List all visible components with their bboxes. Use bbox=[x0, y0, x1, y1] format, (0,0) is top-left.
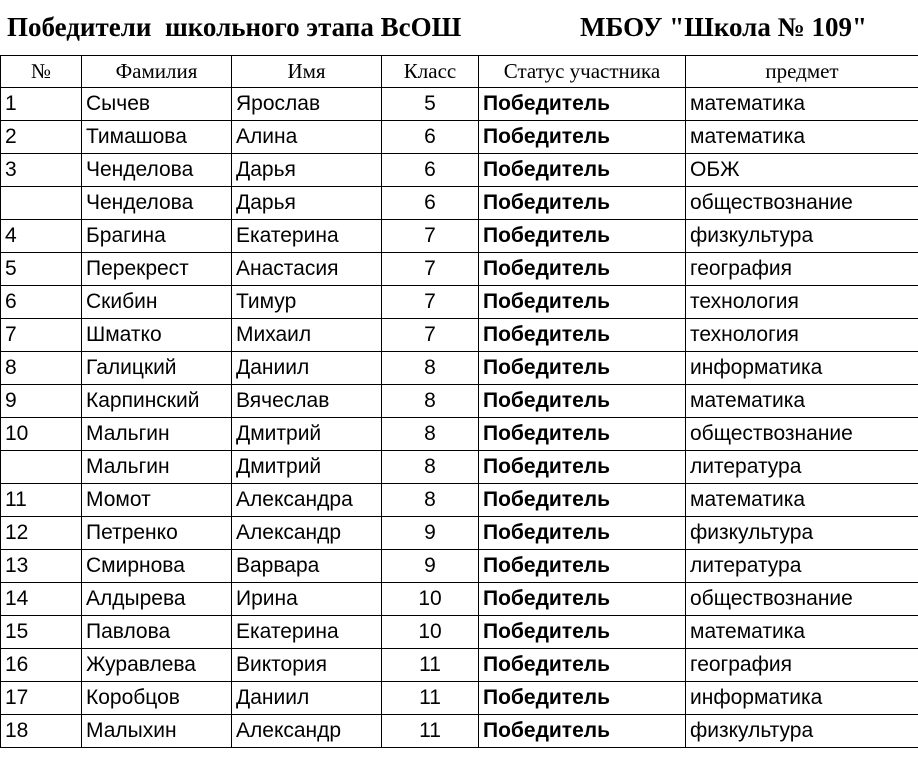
cell-surname: Сычев bbox=[82, 88, 232, 121]
header-number: № bbox=[1, 56, 82, 88]
cell-number: 10 bbox=[1, 418, 82, 451]
cell-grade: 10 bbox=[382, 583, 479, 616]
cell-surname: Коробцов bbox=[82, 682, 232, 715]
table-row bbox=[1, 451, 918, 484]
cell-surname: Журавлева bbox=[82, 649, 232, 682]
cell-status: Победитель bbox=[479, 286, 686, 319]
table-row bbox=[1, 220, 918, 253]
cell-surname: Момот bbox=[82, 484, 232, 517]
cell-grade: 9 bbox=[382, 517, 479, 550]
cell-surname: Мальгин bbox=[82, 451, 232, 484]
cell-surname: Павлова bbox=[82, 616, 232, 649]
cell-surname: Мальгин bbox=[82, 418, 232, 451]
cell-status: Победитель bbox=[479, 187, 686, 220]
cell-grade: 11 bbox=[382, 682, 479, 715]
cell-number: 5 bbox=[1, 253, 82, 286]
cell-grade: 7 bbox=[382, 220, 479, 253]
cell-number: 1 bbox=[1, 88, 82, 121]
cell-subject: ОБЖ bbox=[686, 154, 918, 187]
cell-subject: обществознание bbox=[686, 418, 918, 451]
cell-status: Победитель bbox=[479, 220, 686, 253]
table-row bbox=[1, 88, 918, 121]
cell-subject: математика bbox=[686, 484, 918, 517]
cell-status: Победитель bbox=[479, 451, 686, 484]
table-row bbox=[1, 352, 918, 385]
cell-name: Ярослав bbox=[232, 88, 382, 121]
table-row bbox=[1, 517, 918, 550]
cell-name: Дарья bbox=[232, 187, 382, 220]
cell-name: Александр bbox=[232, 715, 382, 748]
header-row bbox=[1, 56, 918, 88]
cell-grade: 8 bbox=[382, 418, 479, 451]
cell-subject: обществознание bbox=[686, 187, 918, 220]
cell-name: Михаил bbox=[232, 319, 382, 352]
cell-status: Победитель bbox=[479, 616, 686, 649]
table-row bbox=[1, 418, 918, 451]
cell-surname: Карпинский bbox=[82, 385, 232, 418]
cell-number: 11 bbox=[1, 484, 82, 517]
cell-name: Анастасия bbox=[232, 253, 382, 286]
cell-subject: литература bbox=[686, 451, 918, 484]
cell-number: 8 bbox=[1, 352, 82, 385]
cell-surname: Тимашова bbox=[82, 121, 232, 154]
cell-name: Александр bbox=[232, 517, 382, 550]
cell-grade: 11 bbox=[382, 649, 479, 682]
cell-surname: Алдырева bbox=[82, 583, 232, 616]
header-status: Статус участника bbox=[479, 56, 686, 88]
table-row bbox=[1, 550, 918, 583]
cell-subject: география bbox=[686, 649, 918, 682]
table-row bbox=[1, 121, 918, 154]
cell-grade: 6 bbox=[382, 121, 479, 154]
cell-grade: 8 bbox=[382, 484, 479, 517]
table-row bbox=[1, 583, 918, 616]
cell-number: 9 bbox=[1, 385, 82, 418]
table-row bbox=[1, 385, 918, 418]
cell-number: 18 bbox=[1, 715, 82, 748]
cell-surname: Брагина bbox=[82, 220, 232, 253]
cell-status: Победитель bbox=[479, 352, 686, 385]
cell-status: Победитель bbox=[479, 121, 686, 154]
cell-grade: 7 bbox=[382, 319, 479, 352]
cell-number: 7 bbox=[1, 319, 82, 352]
table-row bbox=[1, 715, 918, 748]
cell-status: Победитель bbox=[479, 583, 686, 616]
cell-status: Победитель bbox=[479, 154, 686, 187]
cell-surname: Петренко bbox=[82, 517, 232, 550]
cell-name: Екатерина bbox=[232, 616, 382, 649]
cell-surname: Ченделова bbox=[82, 187, 232, 220]
cell-name: Алина bbox=[232, 121, 382, 154]
cell-surname: Ченделова bbox=[82, 154, 232, 187]
cell-number bbox=[1, 187, 82, 220]
cell-name: Екатерина bbox=[232, 220, 382, 253]
cell-grade: 10 bbox=[382, 616, 479, 649]
header-name: Имя bbox=[232, 56, 382, 88]
cell-number: 4 bbox=[1, 220, 82, 253]
cell-name: Вячеслав bbox=[232, 385, 382, 418]
header-subject: предмет bbox=[686, 56, 918, 88]
table-row bbox=[1, 484, 918, 517]
cell-status: Победитель bbox=[479, 484, 686, 517]
cell-surname: Галицкий bbox=[82, 352, 232, 385]
cell-subject: информатика bbox=[686, 352, 918, 385]
cell-grade: 6 bbox=[382, 187, 479, 220]
cell-status: Победитель bbox=[479, 550, 686, 583]
cell-status: Победитель bbox=[479, 682, 686, 715]
cell-subject: география bbox=[686, 253, 918, 286]
cell-name: Тимур bbox=[232, 286, 382, 319]
cell-grade: 8 bbox=[382, 385, 479, 418]
cell-name: Ирина bbox=[232, 583, 382, 616]
cell-grade: 8 bbox=[382, 352, 479, 385]
cell-subject: литература bbox=[686, 550, 918, 583]
table-row bbox=[1, 682, 918, 715]
cell-status: Победитель bbox=[479, 517, 686, 550]
cell-number: 14 bbox=[1, 583, 82, 616]
cell-subject: физкультура bbox=[686, 220, 918, 253]
cell-subject: технология bbox=[686, 286, 918, 319]
cell-name: Даниил bbox=[232, 682, 382, 715]
cell-number: 3 bbox=[1, 154, 82, 187]
cell-subject: математика bbox=[686, 385, 918, 418]
cell-subject: физкультура bbox=[686, 715, 918, 748]
cell-number: 13 bbox=[1, 550, 82, 583]
winners-table bbox=[0, 55, 918, 748]
table-row bbox=[1, 616, 918, 649]
cell-subject: информатика bbox=[686, 682, 918, 715]
cell-number: 2 bbox=[1, 121, 82, 154]
cell-grade: 11 bbox=[382, 715, 479, 748]
cell-name: Варвара bbox=[232, 550, 382, 583]
header-grade: Класс bbox=[382, 56, 479, 88]
cell-surname: Шматко bbox=[82, 319, 232, 352]
cell-status: Победитель bbox=[479, 253, 686, 286]
cell-subject: математика bbox=[686, 88, 918, 121]
cell-name: Дарья bbox=[232, 154, 382, 187]
cell-name: Виктория bbox=[232, 649, 382, 682]
header-surname: Фамилия bbox=[82, 56, 232, 88]
table-row bbox=[1, 286, 918, 319]
cell-surname: Скибин bbox=[82, 286, 232, 319]
document-title bbox=[0, 0, 918, 55]
cell-number: 12 bbox=[1, 517, 82, 550]
cell-subject: обществознание bbox=[686, 583, 918, 616]
cell-name: Даниил bbox=[232, 352, 382, 385]
cell-name: Дмитрий bbox=[232, 451, 382, 484]
cell-status: Победитель bbox=[479, 418, 686, 451]
cell-status: Победитель bbox=[479, 715, 686, 748]
cell-grade: 5 bbox=[382, 88, 479, 121]
cell-subject: физкультура bbox=[686, 517, 918, 550]
table-row bbox=[1, 154, 918, 187]
cell-subject: математика bbox=[686, 616, 918, 649]
cell-subject: технология bbox=[686, 319, 918, 352]
table-row bbox=[1, 187, 918, 220]
title-school: МБОУ "Школа № 109" bbox=[580, 12, 867, 42]
cell-surname: Смирнова bbox=[82, 550, 232, 583]
cell-surname: Перекрест bbox=[82, 253, 232, 286]
cell-name: Дмитрий bbox=[232, 418, 382, 451]
cell-status: Победитель bbox=[479, 319, 686, 352]
table-row bbox=[1, 319, 918, 352]
cell-number bbox=[1, 451, 82, 484]
title-left: Победители школьного этапа ВсОШ bbox=[7, 12, 462, 42]
cell-surname: Малыхин bbox=[82, 715, 232, 748]
cell-number: 6 bbox=[1, 286, 82, 319]
cell-grade: 9 bbox=[382, 550, 479, 583]
cell-subject: математика bbox=[686, 121, 918, 154]
cell-grade: 7 bbox=[382, 286, 479, 319]
table-row bbox=[1, 649, 918, 682]
cell-status: Победитель bbox=[479, 385, 686, 418]
cell-grade: 7 bbox=[382, 253, 479, 286]
cell-number: 16 bbox=[1, 649, 82, 682]
cell-name: Александра bbox=[232, 484, 382, 517]
cell-status: Победитель bbox=[479, 88, 686, 121]
cell-number: 17 bbox=[1, 682, 82, 715]
cell-number: 15 bbox=[1, 616, 82, 649]
cell-grade: 8 bbox=[382, 451, 479, 484]
table-row bbox=[1, 253, 918, 286]
cell-status: Победитель bbox=[479, 649, 686, 682]
cell-grade: 6 bbox=[382, 154, 479, 187]
